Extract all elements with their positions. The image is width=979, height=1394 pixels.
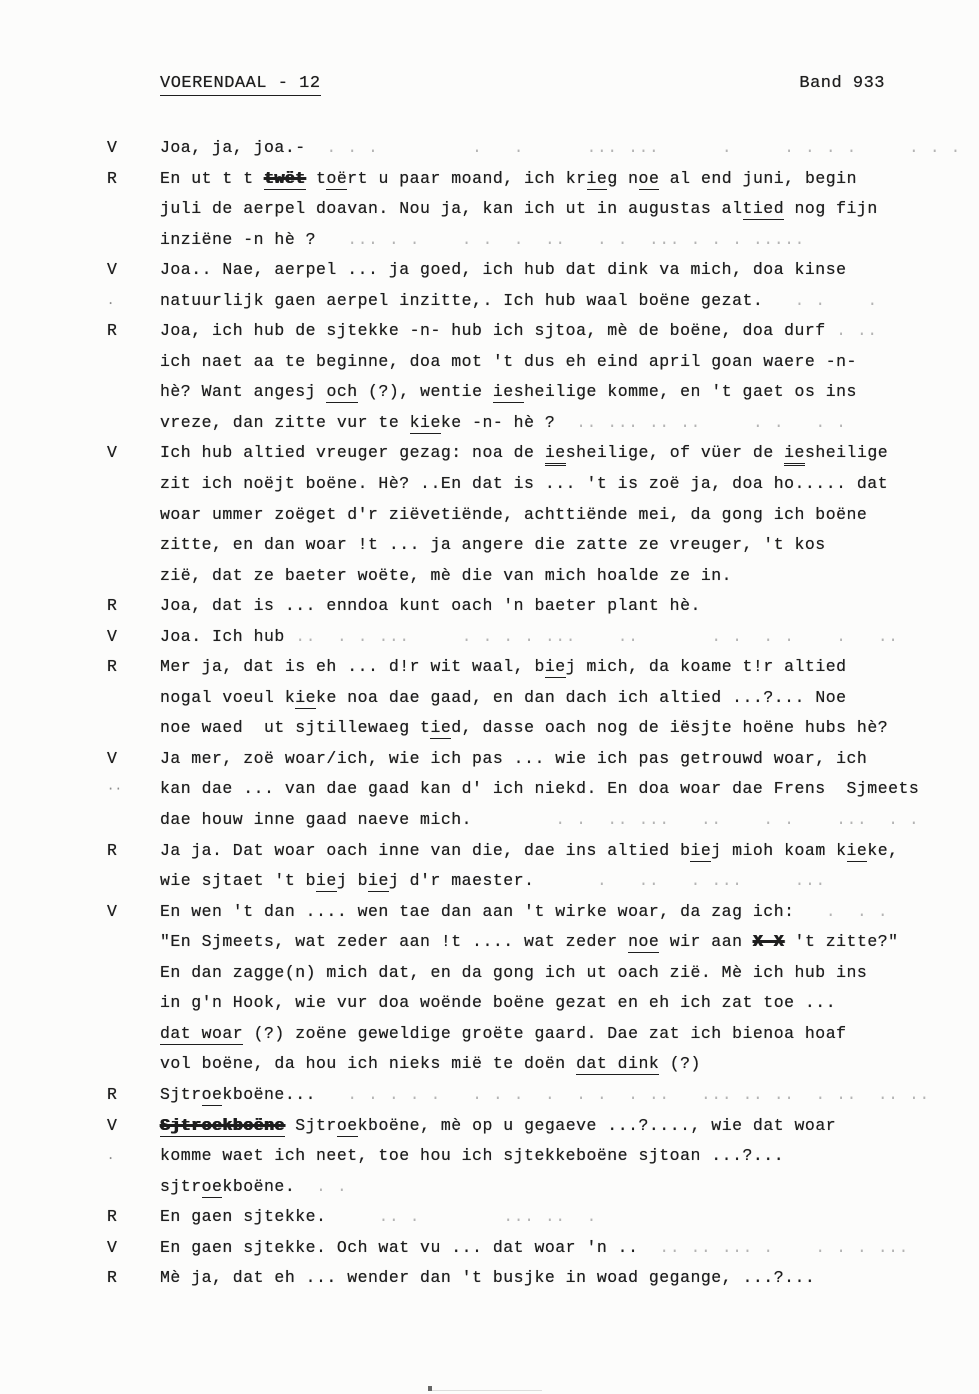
line-text: zit ich noëjt boëne. Hè? ..En dat is ... 't is zoë ja, doa ho..... dat <box>160 474 889 494</box>
transcript-line <box>0 225 979 256</box>
transcript-line <box>0 377 979 408</box>
transcript-line <box>0 683 979 714</box>
line-text: inziëne -n hè ? ... . . . . . .. . . ... . . . ..... <box>160 229 805 249</box>
speaker-label: V <box>107 1115 118 1135</box>
transcript <box>0 133 979 1294</box>
line-text: zitte, en dan woar !t ... ja angere die zatte ze vreuger, 't kos <box>160 535 826 555</box>
line-text: Mè ja, dat eh ... wender dan 't busjke in woad gegange, ...?... <box>160 1268 816 1288</box>
transcript-line <box>0 1111 979 1142</box>
transcript-line <box>0 1202 979 1233</box>
transcript-line <box>0 1049 979 1080</box>
line-text: Ja mer, zoë woar/ich, wie ich pas ... wie ich pas getrouwd woar, ich <box>160 748 868 768</box>
speaker-label: R <box>107 1268 118 1288</box>
line-text: vreze, dan zitte vur te kieke -n- hè ? .. ... .. .. . . . . <box>160 412 847 432</box>
speaker-label: V <box>107 443 118 463</box>
line-text: Sjtroekboëne Sjtroekboëne, mè op u gegaeve ...?...., wie dat woar <box>160 1115 837 1135</box>
line-text: En gaen sjtekke. .. . ... .. . <box>160 1207 597 1227</box>
line-text: wie sjtaet 't biej biej d'r maester. . .. . ... ... <box>160 871 826 891</box>
line-text: dae houw inne gaad naeve mich. . . .. ... .. . . ... . . <box>160 810 920 830</box>
line-text: komme waet ich neet, toe hou ich sjtekkeboëne sjtoan ...?... <box>160 1146 785 1166</box>
speaker-label: V <box>107 138 118 157</box>
line-text: Joa.. Nae, aerpel ... ja goed, ich hub dat dink va mich, doa kinse <box>160 260 847 280</box>
transcript-line <box>0 255 979 286</box>
line-text: En gaen sjtekke. Och wat vu ... dat woar 'n .. .. .. ... . . . . ... <box>160 1237 909 1257</box>
line-text: nogal voeul kieke noa dae gaad, en dan dach ich altied ...?... Noe <box>160 687 847 707</box>
scan-artifact-line <box>432 1390 542 1391</box>
line-text: Sjtroekboëne... . . . . . . . . . . . . .. ... .. .. . .. .. .. <box>160 1084 930 1104</box>
transcript-line <box>0 1019 979 1050</box>
gutter-mark: . <box>107 1149 115 1164</box>
line-text: Joa, ich hub de sjtekke -n- hub ich sjtoa, mè de boëne, doa durf . .. <box>160 321 878 341</box>
gutter-mark: ·· <box>107 782 123 797</box>
line-text: juli de aerpel doavan. Nou ja, kan ich ut in augustas altied nog fijn <box>160 199 878 219</box>
speaker-label: V <box>107 260 118 280</box>
line-text: En ut t t twët toërt u paar moand, ich krieg noe al end juni, begin <box>160 168 857 188</box>
transcript-line <box>0 286 979 317</box>
line-text: noe waed ut sjtillewaeg tied, dasse oach nog de iësjte hoëne hubs hè? <box>160 718 889 738</box>
transcript-line <box>0 438 979 469</box>
line-text: En dan zagge(n) mich dat, en da gong ich ut oach zië. Mè ich hub ins <box>160 962 868 982</box>
speaker-label: R <box>107 1207 118 1227</box>
transcript-line <box>0 194 979 225</box>
line-text: in g'n Hook, wie vur doa woënde boëne gezat en eh ich zat toe ... <box>160 993 837 1013</box>
speaker-label: V <box>107 1237 118 1257</box>
transcript-line <box>0 164 979 195</box>
transcript-line <box>0 133 979 164</box>
line-text: Mer ja, dat is eh ... d!r wit waal, biej mich, da koame t!r altied <box>160 657 847 677</box>
transcript-line <box>0 897 979 928</box>
transcript-line <box>0 1080 979 1111</box>
transcript-line <box>0 316 979 347</box>
speaker-label: V <box>107 626 118 646</box>
speaker-label: R <box>107 596 118 616</box>
transcript-line <box>0 836 979 867</box>
line-text: Joa. Ich hub .. . . ... . . . . ... .. . . . . . .. <box>160 626 899 646</box>
transcript-line <box>0 744 979 775</box>
transcript-line <box>0 347 979 378</box>
speaker-label: R <box>107 840 118 860</box>
line-text: "En Sjmeets, wat zeder aan !t .... wat zeder noe wir aan X X 't zitte?" <box>160 932 899 952</box>
transcript-line <box>0 500 979 531</box>
transcript-line <box>0 1263 979 1294</box>
transcript-line <box>0 1233 979 1264</box>
speaker-label: R <box>107 321 118 341</box>
transcript-line <box>0 927 979 958</box>
transcript-line <box>0 591 979 622</box>
line-text: hè? Want angesj och (?), wentie iesheilige komme, en 't gaet os ins <box>160 382 857 402</box>
transcript-line <box>0 713 979 744</box>
line-text: Joa, ja, joa.- . . . . . ... ... . . . . . . . . <box>160 138 961 157</box>
transcript-line <box>0 1141 979 1172</box>
line-text: sjtroekboëne. . . <box>160 1176 348 1196</box>
transcript-line <box>0 408 979 439</box>
line-text: Ja ja. Dat woar oach inne van die, dae ins altied biej mioh koam kieke, <box>160 840 899 860</box>
transcript-line <box>0 866 979 897</box>
transcript-line <box>0 622 979 653</box>
speaker-label: R <box>107 168 118 188</box>
line-text: zië, dat ze baeter woëte, mè die van mich hoalde ze in. <box>160 565 733 585</box>
line-text: natuurlijk gaen aerpel inzitte,. Ich hub waal boëne gezat. . . . <box>160 290 878 310</box>
transcript-line <box>0 988 979 1019</box>
line-text: En wen 't dan .... wen tae dan aan 't wirke woar, da zag ich: . . . <box>160 901 889 921</box>
transcript-line <box>0 774 979 805</box>
page-title: VOERENDAAL - 12 <box>160 74 321 96</box>
line-text: vol boëne, da hou ich nieks mië te doën dat dink (?) <box>160 1054 701 1074</box>
band-number: Band 933 <box>799 74 885 93</box>
line-text: dat woar (?) zoëne geweldige groëte gaard. Dae zat ich bienoa hoaf <box>160 1023 847 1043</box>
line-text: woar ummer zoëget d'r ziëvetiënde, achttiënde mei, da gong ich boëne <box>160 504 868 524</box>
speaker-label: R <box>107 1084 118 1104</box>
transcript-line <box>0 561 979 592</box>
speaker-label: V <box>107 901 118 921</box>
page-header <box>160 74 885 96</box>
line-text: Joa, dat is ... enndoa kunt oach 'n baeter plant hè. <box>160 596 701 616</box>
transcript-line <box>0 469 979 500</box>
transcript-line <box>0 958 979 989</box>
line-text: ich naet aa te beginne, doa mot 't dus eh eind april goan waere -n- <box>160 351 857 371</box>
line-text: kan dae ... van dae gaad kan d' ich niekd. En doa woar dae Frens Sjmeets <box>160 779 920 799</box>
transcript-line <box>0 805 979 836</box>
transcript-line <box>0 652 979 683</box>
transcript-line <box>0 530 979 561</box>
transcript-line <box>0 1172 979 1203</box>
speaker-label: R <box>107 657 118 677</box>
speaker-label: V <box>107 748 118 768</box>
line-text: Ich hub altied vreuger gezag: noa de iesheilige, of vüer de iesheilige <box>160 443 888 466</box>
gutter-mark: . <box>107 293 115 308</box>
